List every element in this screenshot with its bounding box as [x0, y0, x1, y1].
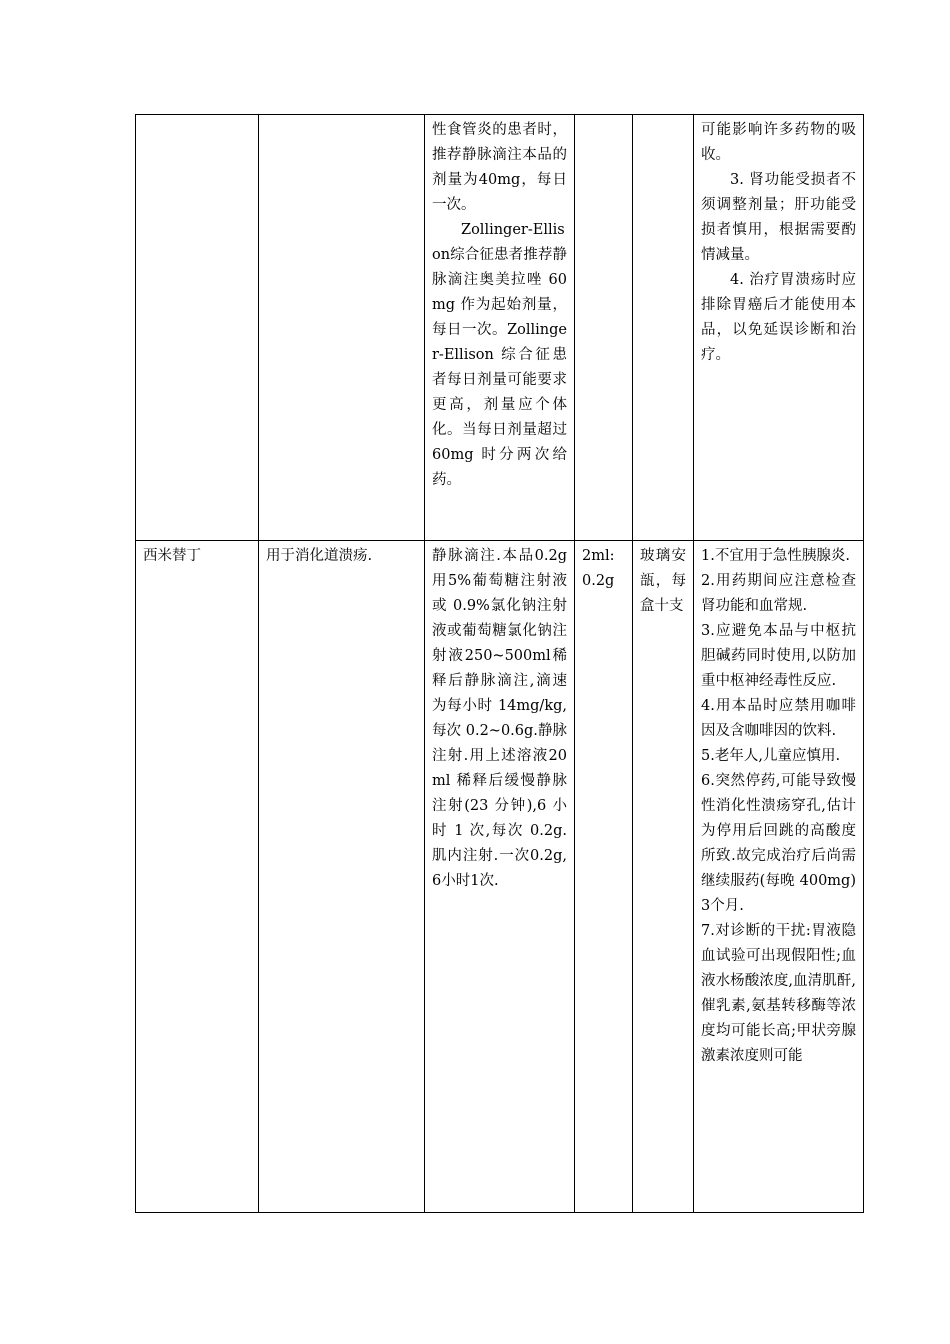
usage-line: Zollinger-Ellison综合征患者推荐静脉滴注奥美拉唑 60mg 作为起始剂量，每日一次。Zollinger-Ellison 综合征患者每日剂量可能要求更高，剂量应个体化。当每日剂量超过 60mg 时分两次给药。 [432, 222, 567, 488]
notes-line: 3.应避免本品与中枢抗胆碱药同时使用,以防加重中枢神经毒性反应. [701, 623, 856, 689]
notes-line: 6.突然停药,可能导致慢性消化性溃疡穿孔,估计为停用后回跳的高酸度所致.故完成治疗后尚需继续服药(每晚 400mg)3个月. [701, 773, 856, 914]
notes-line: 5.老年人,儿童应慎用. [701, 748, 841, 764]
notes-cell [694, 541, 864, 1213]
notes-line: 1.不宜用于急性胰腺炎. [701, 548, 850, 564]
spec-cell [575, 115, 633, 541]
notes-line: 2.用药期间应注意检查肾功能和血常规. [701, 573, 856, 614]
notes-line: 7.对诊断的干扰:胃液隐血试验可出现假阳性;血液水杨酸浓度,血清肌酐,催乳素,氨基转移酶等浓度均可能长高;甲状旁腺激素浓度则可能 [701, 923, 856, 1064]
spec-cell: 2ml:0.2g [575, 541, 633, 1213]
notes-line: 可能影响许多药物的吸收。 [701, 122, 856, 163]
usage-dosage-cell [425, 115, 575, 541]
usage-line: 性食管炎的患者时，推荐静脉滴注本品的剂量为40mg，每日一次。 [432, 122, 567, 213]
table-row [136, 541, 864, 1213]
package-cell: 玻璃安瓿，每盒十支 [633, 541, 694, 1213]
usage-dosage-cell [425, 541, 575, 1213]
notes-cell [694, 115, 864, 541]
notes-line: 4.用本品时应禁用咖啡因及含咖啡因的饮料. [701, 698, 856, 739]
drug-name-cell [136, 115, 259, 541]
indication-cell: 用于消化道溃疡. [259, 541, 425, 1213]
drug-name-cell: 西米替丁 [136, 541, 259, 1213]
package-cell [633, 115, 694, 541]
notes-line: 3. 肾功能受损者不须调整剂量；肝功能受损者慎用，根据需要酌情减量。 [701, 172, 856, 263]
indication-cell [259, 115, 425, 541]
drug-info-table [135, 114, 864, 1213]
notes-line: 4. 治疗胃溃疡时应排除胃癌后才能使用本品，以免延误诊断和治疗。 [701, 272, 856, 363]
table-row [136, 115, 864, 541]
usage-line: 静脉滴注.本品0.2g用5%葡萄糖注射液或 0.9%氯化钠注射液或葡萄糖氯化钠注射液250~500ml稀释后静脉滴注,滴速为每小时 14mg/kg, 每次 0.2~0.6g.静脉注射.用上述溶液20ml 稀释后缓慢静脉注射(23 分钟),6 小时 1 次,每次 0.2g.肌内注射.一次0.2g,6小时1次. [432, 548, 567, 889]
